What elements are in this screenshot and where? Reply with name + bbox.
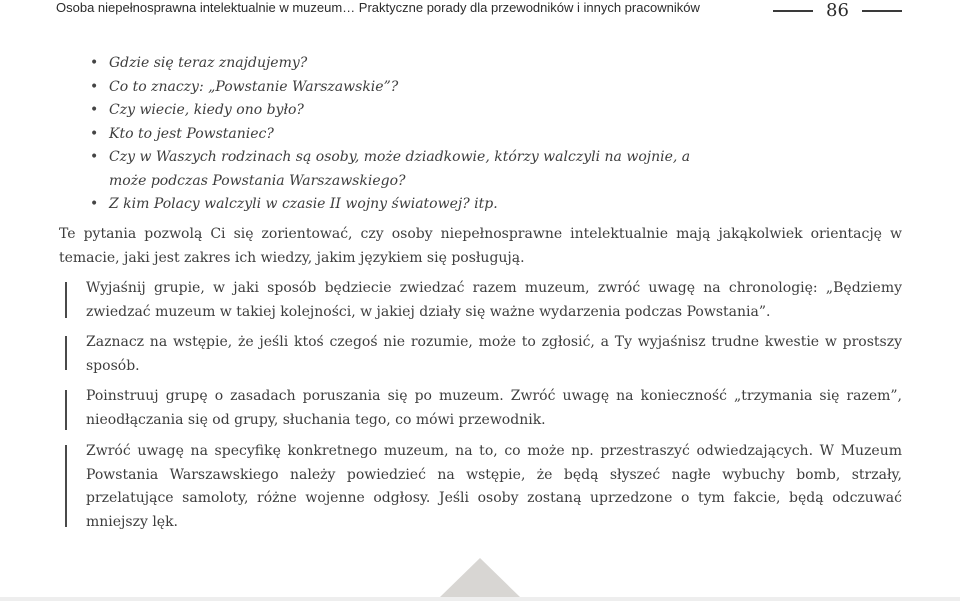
tip-block xyxy=(59,331,902,378)
question-item: • Czy wiecie, kiedy ono było? xyxy=(90,99,710,123)
footer-triangle-ornament xyxy=(439,558,521,598)
tip-text: Wyjaśnij grupie, w jaki sposób będziecie zwiedzać razem muzeum, zwróć uwagę na chronologię: „Będziemy zwiedzać muzeum w takiej kolejności, w jakiej działy się ważne wydarzenia podczas Powstania”. xyxy=(86,280,902,320)
tip-block xyxy=(59,440,902,534)
question-list xyxy=(90,52,710,217)
footer-band xyxy=(0,597,960,601)
tip-marker-bar xyxy=(65,390,67,430)
page-number-left-rule xyxy=(773,10,813,12)
page-number: 86 xyxy=(826,0,849,21)
tip-marker-bar xyxy=(65,445,67,527)
tip-marker-bar xyxy=(65,282,67,318)
tip-block xyxy=(59,385,902,432)
tip-marker-bar xyxy=(65,336,67,370)
tip-text: Poinstruuj grupę o zasadach poruszania się po muzeum. Zwróć uwagę na konieczność „trzymania się razem”, nieodłączania się od grupy, słuchania tego, co mówi przewodnik. xyxy=(86,388,902,428)
running-title: Osoba niepełnosprawna intelektualnie w muzeum… Praktyczne porady dla przewodników i innych pracowników xyxy=(56,0,700,15)
tip-text: Zwróć uwagę na specyfikę konkretnego muzeum, na to, co może np. przestraszyć odwiedzających. W Muzeum Powstania Warszawskiego należy powiedzieć na wstępie, że będą słyszeć nagłe wybuchy bomb, strzały, przelatujące samoloty, różne wojenne odgłosy. Jeśli osoby zostaną uprzedzone o tym fakcie, będą odczuwać mniejszy lęk. xyxy=(86,443,902,530)
page-number-right-rule xyxy=(862,10,902,12)
page-header xyxy=(0,0,960,28)
question-item: • Czy w Waszych rodzinach są osoby, może dziadkowie, którzy walczyli na wojnie, a może podczas Powstania Warszawskiego? xyxy=(90,146,710,193)
question-item: • Gdzie się teraz znajdujemy? xyxy=(90,52,710,76)
question-item: • Co to znaczy: „Powstanie Warszawskie”? xyxy=(90,76,710,100)
intro-paragraph: Te pytania pozwolą Ci się zorientować, czy osoby niepełnosprawne intelektualnie mają jakąkolwiek orientację w temacie, jaki jest zakres ich wiedzy, jakim językiem się posługują. xyxy=(59,226,902,266)
question-item: • Kto to jest Powstaniec? xyxy=(90,123,710,147)
tip-block xyxy=(59,277,902,324)
question-item: • Z kim Polacy walczyli w czasie II wojny światowej? itp. xyxy=(90,193,710,217)
tip-text: Zaznacz na wstępie, że jeśli ktoś czegoś nie rozumie, może to zgłosić, a Ty wyjaśnisz trudne kwestie w prostszy sposób. xyxy=(86,334,902,374)
